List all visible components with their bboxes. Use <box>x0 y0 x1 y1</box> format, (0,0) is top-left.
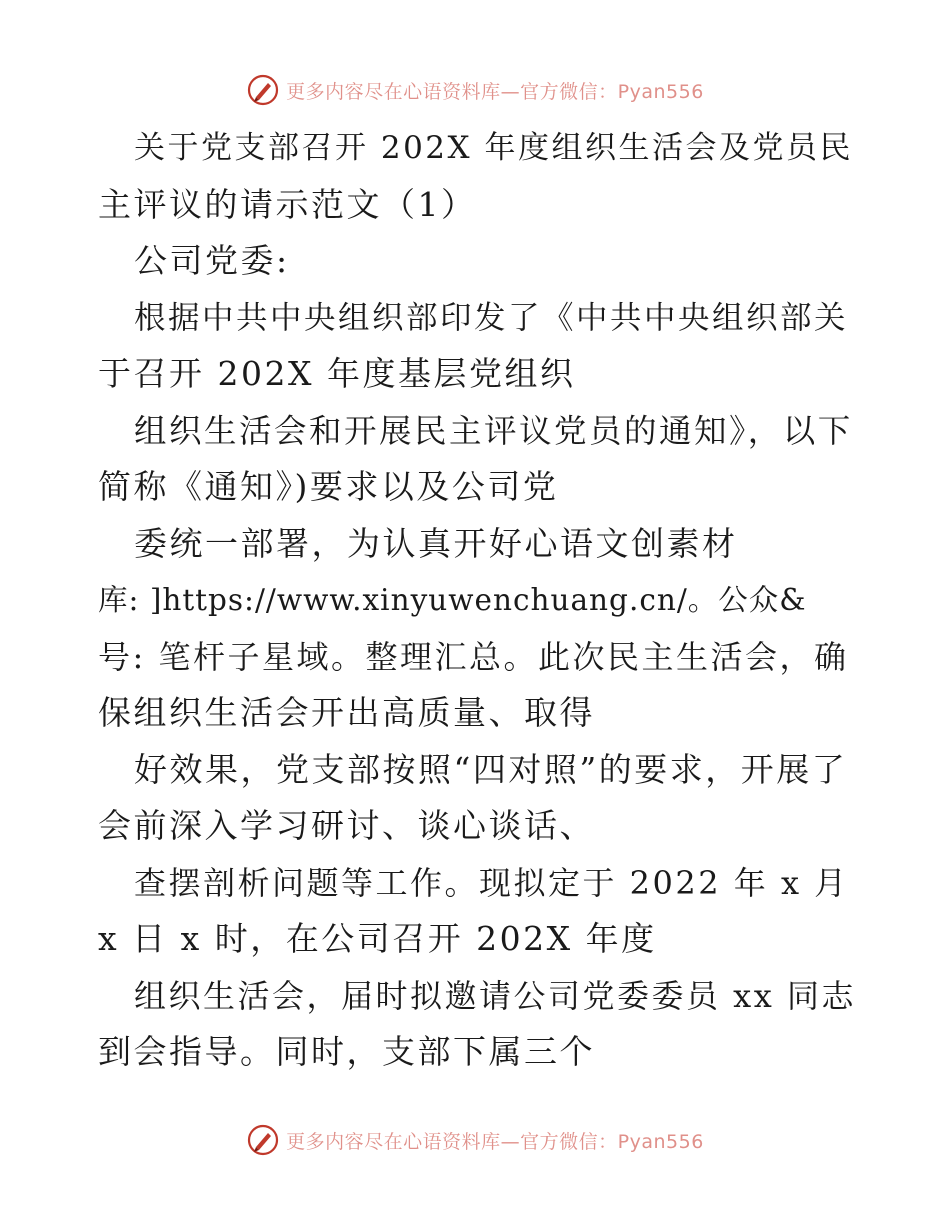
text-line: 库: ]https://www.xinyuwenchuang.cn/。公众& <box>98 583 807 617</box>
text-line: 保组织生活会开出高质量、取得 <box>98 693 595 732</box>
text-line: 组织生活会，届时拟邀请公司党委委员 xx 同志 <box>134 976 856 1015</box>
banner-text: 更多内容尽在心语资料库—官方微信：Pyan556 <box>286 1130 704 1153</box>
text-line: 好效果，党支部按照“四对照”的要求，开展了 <box>134 749 848 789</box>
text-line: 公司党委: <box>134 241 290 280</box>
text-line: 简称《通知》)要求以及公司党 <box>98 467 559 506</box>
text-line: 号: 笔杆子星域。整理汇总。此次民主生活会，确 <box>98 637 849 676</box>
text-line: 查摆剖析问题等工作。现拟定于 2022 年 x 月 <box>134 863 849 902</box>
header-banner <box>0 70 950 110</box>
text-line: 到会指导。同时，支部下属三个 <box>98 1032 595 1071</box>
text-line: 主评议的请示范文（1） <box>98 184 477 224</box>
text-line: 根据中共中央组织部印发了《中共中央组织部关 <box>134 299 849 336</box>
text-line: 于召开 202X 年度基层党组织 <box>98 354 576 393</box>
text-line: 委统一部署，为认真开好心语文创素材 <box>134 523 738 563</box>
footer-banner <box>0 1120 950 1160</box>
pen-logo-icon <box>246 1123 280 1157</box>
banner-text: 更多内容尽在心语资料库—官方微信：Pyan556 <box>286 80 704 103</box>
text-line: 会前深入学习研讨、谈心谈话、 <box>98 806 595 845</box>
text-line: 组织生活会和开展民主评议党员的通知》，以下 <box>134 411 853 450</box>
pen-logo-icon <box>246 73 280 107</box>
document-body <box>98 120 858 1081</box>
text-line: x 日 x 时，在公司召开 202X 年度 <box>98 919 657 958</box>
text-line: 关于党支部召开 202X 年度组织生活会及党员民 <box>134 130 853 166</box>
